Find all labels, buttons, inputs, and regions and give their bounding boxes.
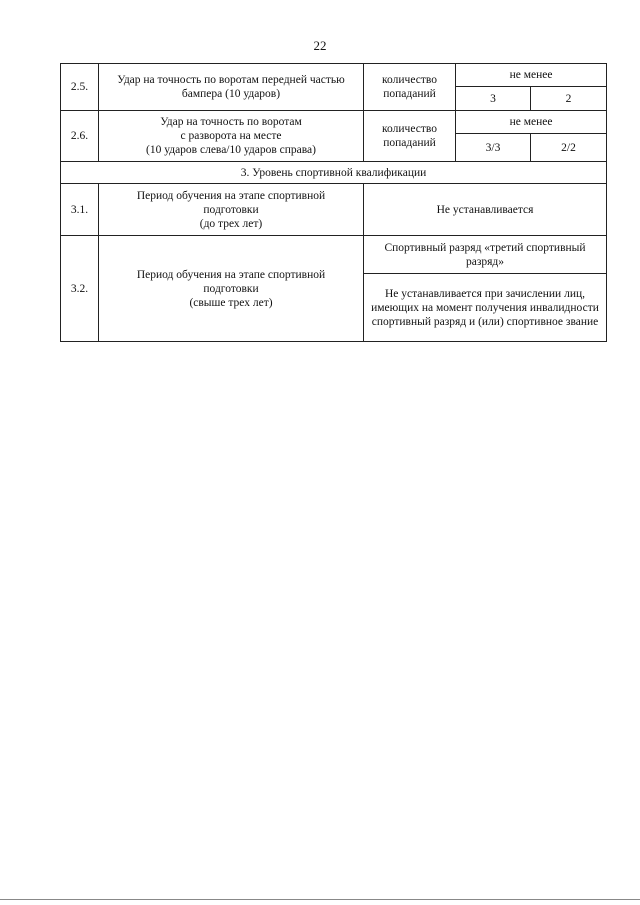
requirement-cell: Не устанавливается bbox=[364, 184, 607, 236]
section-heading: 3. Уровень спортивной квалификации bbox=[61, 162, 607, 184]
period-cell bbox=[99, 236, 364, 342]
exercise-cell bbox=[99, 111, 364, 162]
period-line: (до трех лет) bbox=[199, 217, 263, 230]
exercise-line: Удар на точность по воротам bbox=[160, 116, 302, 128]
period-line: Период обучения на этапе спортивной bbox=[136, 268, 326, 281]
table-row bbox=[61, 162, 607, 184]
period-cell bbox=[99, 184, 364, 236]
requirement-cell: Не устанавливается при зачислении лиц, имеющих на момент получения инвалидности спортивный разряд и (или) спортивное звание bbox=[364, 274, 607, 342]
exercise-cell: Удар на точность по воротам передней частью бампера (10 ударов) bbox=[99, 64, 364, 111]
exercise-line: (10 ударов слева/10 ударов справа) bbox=[145, 144, 316, 156]
row-number: 3.1. bbox=[61, 184, 99, 236]
standards-table bbox=[60, 63, 607, 342]
exercise-line: с разворота на месте bbox=[180, 130, 282, 142]
period-line: подготовки bbox=[203, 203, 259, 216]
measure-cell: количество попаданий bbox=[364, 111, 456, 162]
page-number: 22 bbox=[313, 38, 327, 53]
table-row bbox=[61, 111, 607, 134]
norm-header: не менее bbox=[456, 64, 607, 87]
norm-value-boys: 3/3 bbox=[456, 134, 531, 162]
table-row bbox=[61, 236, 607, 274]
row-number: 3.2. bbox=[61, 236, 99, 342]
measure-cell: количество попаданий bbox=[364, 64, 456, 111]
requirement-cell: Спортивный разряд «третий спортивный разряд» bbox=[364, 236, 607, 274]
period-line: Период обучения на этапе спортивной bbox=[136, 189, 326, 202]
period-line: (свыше трех лет) bbox=[189, 296, 273, 309]
row-number: 2.6. bbox=[61, 111, 99, 162]
table-row bbox=[61, 64, 607, 87]
norm-value-girls: 2 bbox=[531, 87, 607, 111]
period-line: подготовки bbox=[203, 282, 259, 295]
row-number: 2.5. bbox=[61, 64, 99, 111]
norm-value-girls: 2/2 bbox=[531, 134, 607, 162]
norm-header: не менее bbox=[456, 111, 607, 134]
table-row bbox=[61, 184, 607, 236]
page-bottom-edge bbox=[0, 899, 640, 900]
norm-value-boys: 3 bbox=[456, 87, 531, 111]
